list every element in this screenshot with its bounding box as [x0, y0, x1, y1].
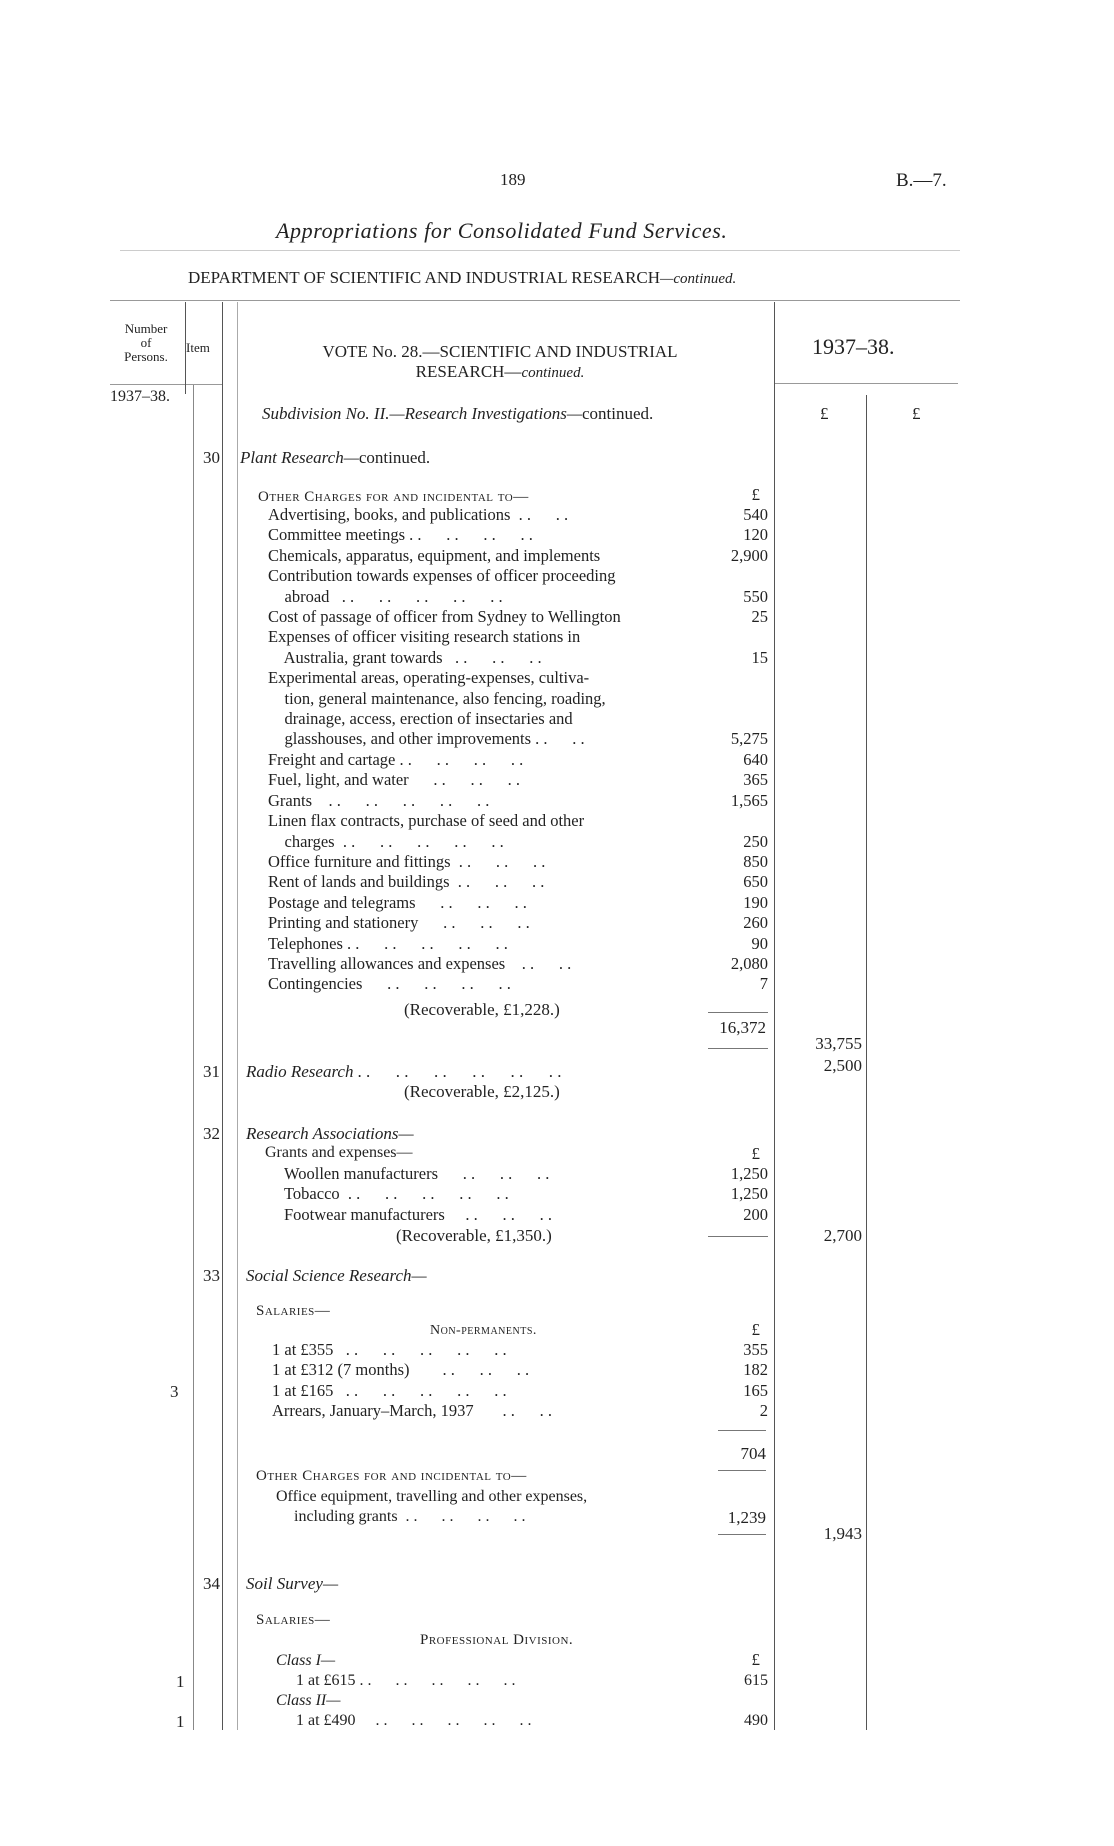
charge-row — [268, 709, 768, 729]
item-number-33: 33 — [203, 1266, 220, 1285]
salary-amount: 2 — [759, 1401, 768, 1421]
item-30-subtotal: 16,372 — [719, 1018, 766, 1037]
charge-amount: 120 — [743, 525, 768, 545]
item-32-subtotal-rule — [708, 1236, 768, 1237]
charge-row — [268, 566, 768, 586]
charge-row — [268, 913, 768, 933]
item-30-title — [240, 448, 430, 468]
charge-label: Contribution towards expenses of officer proceeding — [268, 566, 616, 586]
number-label: Number — [124, 321, 168, 336]
item-33-office-rule — [718, 1534, 766, 1535]
item-33-persons: 3 — [170, 1382, 179, 1401]
charge-amount: 850 — [743, 851, 768, 871]
charge-row — [268, 505, 768, 525]
charge-row — [268, 852, 768, 872]
charge-row — [268, 627, 768, 647]
item-header: Item — [186, 340, 210, 355]
department-name: DEPARTMENT OF SCIENTIFIC AND INDUSTRIAL RESEARCH — [188, 268, 661, 287]
salary-label: 1 at £355 . . . . . . . . . . — [272, 1340, 507, 1359]
charge-amount: 640 — [743, 749, 768, 769]
charge-row — [268, 811, 768, 831]
charge-label: Expenses of officer visiting research stations in — [268, 627, 581, 647]
item-30-title-continued: continued. — [358, 448, 431, 467]
charge-amount: 250 — [743, 831, 768, 851]
charge-label: Grants . . . . . . . . . . — [268, 790, 490, 810]
charge-amount: 25 — [751, 607, 768, 627]
charge-row — [268, 648, 768, 668]
charge-row — [268, 525, 768, 545]
charge-label: Advertising, books, and publications . . . . — [268, 505, 569, 524]
salary-label: 1 at £312 (7 months) . . . . . . — [272, 1360, 530, 1380]
charge-label: Postage and telegrams . . . . . . — [268, 892, 527, 912]
item-32-title: Research Associations— — [246, 1124, 414, 1143]
charge-row — [268, 587, 768, 607]
vote-title — [230, 342, 770, 383]
charge-row — [268, 893, 768, 913]
salary-row — [272, 1340, 768, 1360]
item-33-office-line2: including grants . . . . . . . . — [294, 1508, 526, 1525]
vote-title-line1: VOTE No. 28.—SCIENTIFIC AND INDUSTRIAL — [322, 342, 678, 361]
charge-amount: 365 — [743, 770, 768, 790]
class-2-label: 1 at £490 . . . . . . . . . . — [296, 1712, 532, 1729]
table-top-rule — [110, 300, 960, 301]
item-33-salaries-list — [272, 1340, 768, 1422]
charge-label: Printing and stationery . . . . . . — [268, 913, 530, 933]
charge-label: drainage, access, erection of insectaries and — [268, 709, 573, 729]
item-31-title: Radio Research — [246, 1062, 354, 1081]
charge-label: Australia, grant towards . . . . . . — [268, 647, 542, 667]
charge-label: Experimental areas, operating-expenses, cultiva- — [268, 668, 590, 688]
grant-label: Tobacco . . . . . . . . . . — [284, 1184, 509, 1204]
item-33-title: Social Science Research— — [246, 1266, 427, 1285]
item-31-row — [246, 1062, 766, 1082]
class-1-amount: 615 — [744, 1672, 768, 1689]
year-header-rule — [775, 383, 958, 384]
item-32-subheading: Grants and expenses— — [265, 1144, 413, 1161]
item-31-total: 2,500 — [823, 1056, 862, 1075]
charge-amount: 2,080 — [730, 953, 768, 973]
item-30-other-charges-heading: Other Charges for and incidental to— — [258, 489, 529, 505]
charge-amount: 5,275 — [730, 729, 768, 749]
charge-row — [268, 729, 768, 749]
charge-amount: 650 — [743, 872, 768, 892]
item-33-total: 1,943 — [823, 1524, 862, 1543]
item-34-class-1: Class I— — [276, 1652, 336, 1669]
page-number: 189 — [500, 170, 526, 189]
item-34-class-2: Class II— — [276, 1692, 341, 1709]
subdivision-continued: continued. — [581, 404, 654, 423]
item-34-title: Soil Survey— — [246, 1574, 339, 1593]
description-column-rule — [237, 302, 238, 1730]
page-subtitle: Appropriations for Consolidated Fund Services. — [276, 218, 728, 243]
charge-row — [268, 832, 768, 852]
item-number-30: 30 — [203, 448, 220, 467]
item-32-total: 2,700 — [823, 1226, 862, 1245]
salary-amount: 182 — [743, 1360, 768, 1380]
header-rule — [120, 250, 960, 251]
charge-amount: 1,565 — [730, 790, 768, 810]
vote-title-continued: continued. — [521, 365, 585, 381]
grant-row — [284, 1205, 768, 1225]
persons-label: Persons. — [124, 349, 168, 364]
salary-amount: 165 — [743, 1380, 768, 1400]
item-32-recoverable: (Recoverable, £1,350.) — [396, 1226, 552, 1245]
charge-label: Committee meetings . . . . . . . . — [268, 525, 533, 545]
item-30-pound-sign: £ — [751, 485, 760, 504]
department-suffix: —continued. — [660, 271, 737, 287]
item-30-subtotal-rule-bottom — [708, 1048, 768, 1049]
of-label: of — [140, 335, 152, 350]
salary-label: Arrears, January–March, 1937 . . . . — [272, 1401, 552, 1421]
charge-amount: 2,900 — [730, 545, 768, 565]
charge-row — [268, 791, 768, 811]
charge-amount: 550 — [743, 586, 768, 606]
charge-row — [268, 934, 768, 954]
persons-column-rule-top — [185, 302, 186, 394]
persons-year: 1937–38. — [110, 388, 170, 405]
item-30-title-text: Plant Research— — [240, 448, 359, 467]
charge-row — [268, 770, 768, 790]
year-header: 1937–38. — [812, 334, 895, 359]
item-33-office-line1: Office equipment, travelling and other expenses, — [276, 1488, 588, 1505]
charge-label: Freight and cartage . . . . . . . . — [268, 749, 524, 769]
salary-row — [272, 1401, 768, 1421]
item-32-grants-list — [284, 1164, 768, 1225]
item-32-pound-sign: £ — [751, 1144, 760, 1163]
charge-label: Telephones . . . . . . . . . . — [268, 933, 508, 953]
item-34-class-2-persons: 1 — [176, 1712, 185, 1731]
charge-label: glasshouses, and other improvements . . . . — [268, 729, 585, 749]
item-33-pound-sign: £ — [751, 1320, 760, 1339]
charge-row — [268, 872, 768, 892]
charge-label: tion, general maintenance, also fencing, roading, — [268, 688, 606, 708]
item-34-class-1-row — [296, 1672, 768, 1690]
vote-title-line2: RESEARCH— — [415, 362, 522, 381]
item-34-class-1-persons: 1 — [176, 1672, 185, 1691]
charge-amount: 260 — [743, 913, 768, 933]
grant-amount: 1,250 — [730, 1164, 768, 1183]
pound-column-1: £ — [820, 404, 829, 423]
charge-row — [268, 954, 768, 974]
item-number-32: 32 — [203, 1124, 220, 1143]
class-1-label: 1 at £615 . . . . . . . . . . — [296, 1672, 516, 1689]
item-number-31: 31 — [203, 1062, 220, 1081]
item-34-professional-division: Professional Division. — [420, 1632, 574, 1648]
item-column-rule — [222, 302, 223, 1730]
item-34-salaries: Salaries— — [256, 1612, 331, 1628]
salary-row — [272, 1381, 768, 1401]
item-33-subtotal: 704 — [740, 1444, 766, 1463]
charge-row — [268, 689, 768, 709]
charge-row — [268, 546, 768, 566]
pound-column-2: £ — [912, 404, 921, 423]
item-31-recoverable: (Recoverable, £2,125.) — [404, 1082, 560, 1101]
total-column-rule — [866, 395, 867, 1730]
charge-row — [268, 750, 768, 770]
item-34-pound-sign: £ — [751, 1650, 760, 1669]
charge-label: Office furniture and fittings . . . . . . — [268, 851, 546, 871]
salary-row — [272, 1360, 768, 1380]
grant-row — [284, 1164, 768, 1184]
charge-row — [268, 974, 768, 994]
item-30-recoverable: (Recoverable, £1,228.) — [404, 1000, 560, 1019]
number-of-persons-header — [110, 322, 182, 364]
department-title — [188, 268, 736, 288]
charge-label: Fuel, light, and water . . . . . . — [268, 770, 521, 790]
charge-amount: 7 — [759, 974, 768, 994]
charge-label: charges . . . . . . . . . . — [268, 831, 504, 851]
charge-label: abroad . . . . . . . . . . — [268, 586, 503, 606]
grant-amount: 1,250 — [730, 1184, 768, 1204]
item-33-office-amount: 1,239 — [727, 1508, 766, 1527]
item-33-subtotal-rule-bottom — [718, 1470, 766, 1471]
charge-row — [268, 668, 768, 688]
item-30-charges-list — [268, 505, 768, 995]
persons-header-rule — [110, 384, 223, 385]
subdivision-title: Subdivision No. II.—Research Investigations— — [262, 404, 582, 423]
charge-amount: 90 — [751, 933, 768, 953]
class-2-amount: 490 — [744, 1712, 768, 1729]
charge-amount: 540 — [743, 505, 768, 524]
charge-label: Rent of lands and buildings . . . . . . — [268, 872, 545, 892]
grant-row — [284, 1184, 768, 1204]
item-31-leader-dots: . . . . . . . . . . . . — [357, 1062, 562, 1081]
charge-amount: 15 — [751, 647, 768, 667]
charge-label: Chemicals, apparatus, equipment, and implements — [268, 545, 601, 565]
charge-label: Cost of passage of officer from Sydney to Wellington — [268, 607, 621, 627]
subdivision-heading — [262, 404, 653, 424]
item-33-subtotal-rule — [718, 1430, 766, 1431]
item-30-total: 33,755 — [815, 1034, 862, 1053]
item-number-34: 34 — [203, 1574, 220, 1593]
charge-row — [268, 607, 768, 627]
document-reference: B.—7. — [896, 170, 947, 191]
item-33-other-charges-heading: Other Charges for and incidental to— — [256, 1468, 527, 1484]
grant-label: Woollen manufacturers . . . . . . — [284, 1164, 550, 1183]
item-34-class-2-row — [296, 1712, 768, 1730]
item-33-non-permanents: Non-permanents. — [430, 1323, 537, 1338]
item-30-subtotal-rule — [708, 1012, 768, 1013]
salary-label: 1 at £165 . . . . . . . . . . — [272, 1380, 507, 1400]
charge-label: Contingencies . . . . . . . . — [268, 974, 511, 994]
charge-label: Travelling allowances and expenses . . . . — [268, 953, 572, 973]
grant-label: Footwear manufacturers . . . . . . — [284, 1204, 553, 1224]
charge-label: Linen flax contracts, purchase of seed and other — [268, 811, 585, 831]
salary-amount: 355 — [743, 1340, 768, 1359]
charge-amount: 190 — [743, 892, 768, 912]
grant-amount: 200 — [743, 1204, 768, 1224]
item-33-salaries: Salaries— — [256, 1303, 331, 1319]
persons-column-rule — [193, 385, 194, 1730]
subtotal-column-rule — [774, 302, 775, 1730]
